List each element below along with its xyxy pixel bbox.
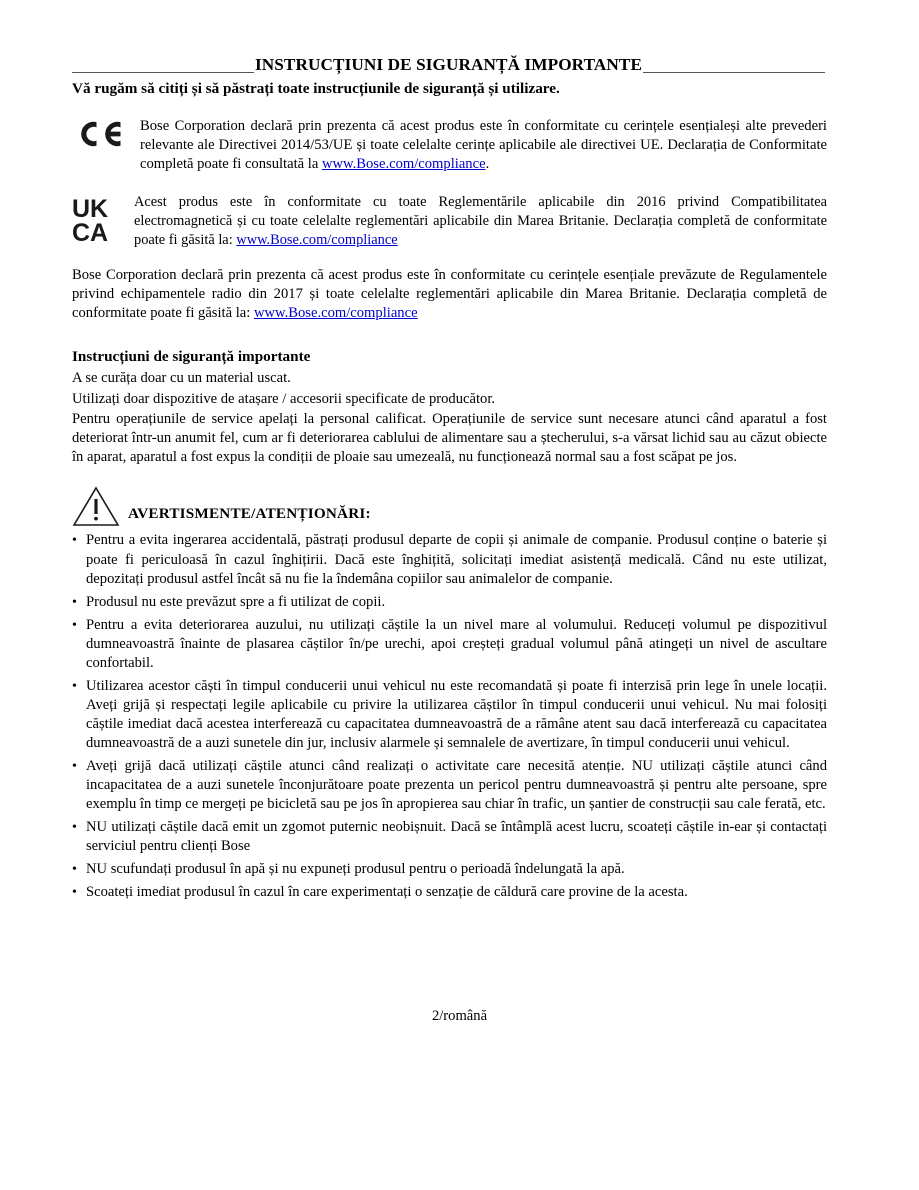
page-footer: 2/română	[431, 1008, 488, 1024]
ukca-text-before-link: Acest produs este în conformitate cu toate Reglementările aplicabile din 2016 privind Compatibilitatea electromagnetică și cu toate celelalte reglementări aplicabile din Marea Britanie. Declarația completă de conformitate poate fi găsită la:	[134, 193, 827, 248]
title-rule-right	[643, 72, 825, 73]
radio-text-before-link: Bose Corporation declară prin prezenta că acest produs este în conformitate cu cerințele esențiale prevăzute de Regulamentele privind echipamentele radio din 2017 și toate celelalte reglementări aplicabile din Marea Britanie. Declarația completă de conformitate poate fi găsită la:	[72, 266, 827, 321]
ce-compliance-text	[140, 117, 827, 174]
page-title-row	[72, 56, 825, 75]
page-subtitle: Vă rugăm să citiți și să păstrați toate instrucțiunile de siguranță și utilizare.	[72, 79, 560, 97]
radio-equipment-paragraph	[72, 266, 827, 323]
list-item: • NU scufundați produsul în apă și nu expuneți produsul pentru o perioadă îndelungată la apă.	[72, 860, 827, 879]
ukca-mark-icon	[72, 193, 134, 245]
warnings-heading-row	[72, 485, 827, 527]
warning-triangle-icon	[72, 485, 128, 527]
list-item: • Pentru a evita deteriorarea auzului, nu utilizați căștile la un nivel mare al volumului. Reduceți volumul pe dispozitivul dumneavoastră înainte de plasarea căștilor în/pe urechi, apoi creșteți gradual volumul până atingeți un nivel de ascultare confortabil.	[72, 616, 827, 673]
list-item: • NU utilizați căștile dacă emit un zgomot puternic neobișnuit. Dacă se întâmplă acest lucru, scoateți căștile in-ear și contactați serviciul pentru clienți Bose	[72, 818, 827, 856]
ce-text-before-link: Bose Corporation declară prin prezenta că acest produs este în conformitate cu cerințele esențialeși alte prevederi relevante ale Directivei 2014/53/UE și toate celelalte cerințe aplicabile ale directivei UE. Declarația de Conformitate completă poate fi consultată la	[140, 117, 827, 172]
ukca-line1-text: UK	[72, 194, 109, 223]
title-rule-left	[72, 72, 254, 73]
safety-section-heading: Instrucțiuni de siguranță importante	[72, 347, 311, 365]
list-item: • Aveți grijă dacă utilizați căștile atunci când realizați o activitate care necesită atenție. NU utilizați căștile atunci când incapacitatea de a auzi sunetele înconjurătoare poate prezenta un pericol pentru dumneavoastră și pentru alte persoane, spre exemplu în timp ce mergeți pe bicicletă sau pe jos în apropierea sau chiar în trafic, un șantier de construcții sau cale ferată, etc.	[72, 757, 827, 814]
list-item: • Scoateți imediat produsul în cazul în care experimentați o senzație de căldură care provine de la acesta.	[72, 883, 827, 902]
safety-service-paragraph: Pentru operațiunile de service apelați la personal calificat. Operațiunile de service sunt necesare atunci când aparatul a fost deteriorat într-un anumit fel, cum ar fi deteriorarea cablului de alimentare sau a ștecherului, s-a vărsat lichid sau au căzut obiecte în aparat, aparatul a fost expus la condiții de ploaie sau umezeală, nu funcționează normal sau a fost scăpat pe jos.	[72, 411, 827, 466]
warnings-list	[72, 531, 827, 902]
list-item: • Produsul nu este prevăzut spre a fi utilizat de copii.	[72, 593, 827, 612]
list-item: • Utilizarea acestor căști în timpul conducerii unui vehicul nu este recomandată și poate fi interzisă prin lege în unele locații. Aveți grijă și respectați legile aplicabile cu privire la utilizarea căștilor în timpul conducerii unui vehicul. Nu mai folosiți căștile imediat dacă acestea interferează cu capacitatea dumneavoastră de a rămâne atent sau dacă interferează cu capacitatea dumneavoastră de a auzi sunetele din jur, inclusiv alarmele și semnalele de avertizare, în timpul conducerii unui vehicul.	[72, 677, 827, 753]
radio-compliance-link[interactable]: www.Bose.com/compliance	[253, 304, 418, 321]
ukca-line2-text: CA	[72, 218, 109, 245]
page-content	[72, 56, 827, 903]
ce-compliance-block	[72, 117, 827, 174]
warnings-label: AVERTISMENTE/ATENȚIONĂRI:	[128, 505, 371, 523]
ce-mark-icon	[72, 117, 140, 149]
ce-text-after-link: .	[485, 155, 490, 172]
safety-line-2: Utilizați doar dispozitive de atașare / accesorii specificate de producător.	[72, 390, 496, 407]
ce-compliance-link[interactable]: www.Bose.com/compliance	[321, 155, 486, 172]
ukca-compliance-block	[72, 193, 827, 250]
list-item: • Pentru a evita ingerarea accidentală, păstrați produsul departe de copii și animale de companie. Produsul conține o baterie și poate fi periculoasă în cazul înghițirii. Dacă este înghițită, solicitați imediat asistență medicală. Când nu este utilizat, depozitați produsul astfel încât să nu fie la îndemâna copiilor sau animalelor de companie.	[72, 531, 827, 588]
ukca-compliance-text	[134, 193, 827, 250]
safety-line-1: A se curăța doar cu un material uscat.	[72, 369, 291, 386]
ukca-compliance-link[interactable]: www.Bose.com/compliance	[236, 231, 398, 248]
page-title: INSTRUCȚIUNI DE SIGURANȚĂ IMPORTANTE	[254, 55, 643, 74]
